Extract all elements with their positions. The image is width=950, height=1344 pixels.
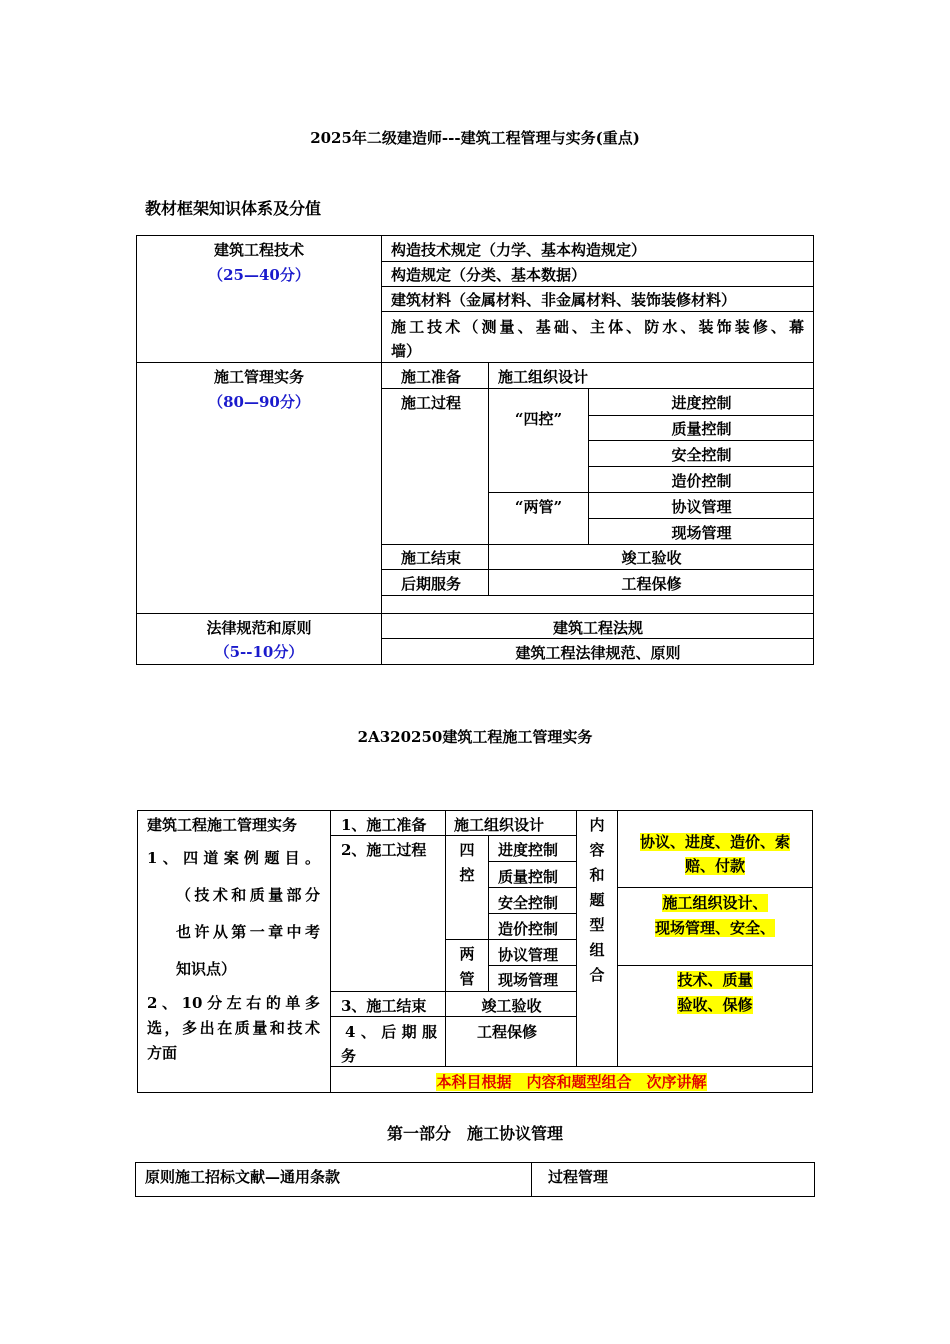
two-management-char: 两: [459, 945, 475, 963]
bottom-note: 本科目根据 内容和题型组合 次序讲解: [436, 1073, 707, 1091]
control-item: 质量控制: [498, 868, 559, 886]
finish-item: 竣工验收: [621, 549, 682, 567]
process-label: 施工过程: [401, 394, 462, 412]
highlight-text: 协议、进度、造价、索: [639, 833, 790, 851]
stage-label-cont: 务: [341, 1047, 357, 1065]
practice-note: 知识点）: [176, 960, 237, 978]
combo-char: 题: [589, 891, 605, 909]
sec2-name: 施工管理实务: [213, 368, 304, 386]
practice-note: 也许从第一章中考: [176, 923, 320, 941]
management-item: 现场管理: [671, 524, 732, 542]
management-item: 协议管理: [671, 498, 732, 516]
combo-char: 组: [589, 941, 605, 959]
control-item: 造价控制: [671, 472, 732, 490]
practice-left-title: 建筑工程施工管理实务: [147, 816, 298, 834]
practice-note: 2、10分左右的单多: [147, 994, 320, 1012]
control-item: 安全控制: [671, 446, 732, 464]
combo-char: 容: [589, 841, 605, 859]
contract-left: 原则施工招标文献—通用条款: [145, 1168, 341, 1186]
practice-note: 选，多出在质量和技术: [147, 1019, 320, 1037]
sec1-score: （25—40分）: [208, 266, 310, 284]
sec1-item: 构造规定（分类、基本数据）: [391, 266, 587, 284]
highlight-text: 验收、保修: [677, 996, 753, 1014]
section-title: 2A320250建筑工程施工管理实务: [357, 728, 593, 746]
practice-note: 1、四道案例题目。: [147, 849, 320, 867]
four-control-label: “四控”: [514, 410, 563, 428]
stage-label: 3、施工结束: [341, 997, 427, 1015]
highlight-text: 现场管理、安全、: [654, 919, 775, 937]
management-item: 现场管理: [498, 971, 559, 989]
management-item: 协议管理: [498, 946, 559, 964]
control-item: 安全控制: [498, 894, 559, 912]
combo-char: 合: [589, 966, 605, 984]
combo-char: 和: [589, 866, 605, 884]
prep-label: 施工准备: [401, 368, 462, 386]
sec1-item: 施工技术（测量、基础、主体、防水、装饰装修、幕: [391, 318, 804, 336]
prep-item: 施工组织设计: [498, 368, 589, 386]
control-item: 造价控制: [498, 920, 559, 938]
sec1-name: 建筑工程技术: [213, 241, 304, 259]
sec3-item: 建筑工程法规: [552, 619, 643, 637]
practice-note: （技术和质量部分: [176, 886, 320, 904]
sec3-name: 法律规范和原则: [206, 619, 312, 637]
stage-item: 工程保修: [477, 1023, 538, 1041]
four-control-char: 四: [459, 841, 475, 859]
control-item: 质量控制: [671, 420, 732, 438]
four-control-char: 控: [459, 866, 475, 884]
contract-right: 过程管理: [548, 1168, 609, 1186]
control-item: 进度控制: [498, 841, 559, 859]
highlight-text: 赔、付款: [684, 857, 745, 875]
sec1-item-cont: 墙）: [391, 342, 422, 360]
service-label: 后期服务: [401, 575, 462, 593]
sec1-item: 构造技术规定（力学、基本构造规定）: [391, 241, 647, 259]
stage-label: 1、施工准备: [341, 816, 427, 834]
stage-item: 竣工验收: [481, 997, 542, 1015]
part-title: 第一部分 施工协议管理: [386, 1124, 563, 1143]
sec3-score: （5--10分）: [214, 643, 304, 661]
document-title: 2025年二级建造师---建筑工程管理与实务(重点): [310, 129, 640, 147]
sec3-item: 建筑工程法律规范、原则: [515, 644, 681, 662]
practice-note: 方面: [147, 1044, 178, 1062]
stage-label: 2、施工过程: [341, 841, 427, 859]
highlight-text: 技术、质量: [677, 971, 753, 989]
combo-char: 型: [589, 916, 605, 934]
control-item: 进度控制: [671, 394, 732, 412]
two-management-char: 管: [459, 970, 475, 988]
stage-label: 4、后期服: [345, 1023, 437, 1041]
stage-item: 施工组织设计: [454, 816, 545, 834]
combo-char: 内: [589, 816, 605, 834]
sec1-item: 建筑材料（金属材料、非金属材料、装饰装修材料）: [391, 291, 737, 309]
framework-heading: 教材框架知识体系及分值: [145, 199, 322, 218]
service-item: 工程保修: [621, 575, 682, 593]
two-management-label: “两管”: [514, 498, 563, 516]
sec2-score: （80—90分）: [208, 393, 310, 411]
finish-label: 施工结束: [401, 549, 462, 567]
highlight-text: 施工组织设计、: [662, 894, 768, 912]
